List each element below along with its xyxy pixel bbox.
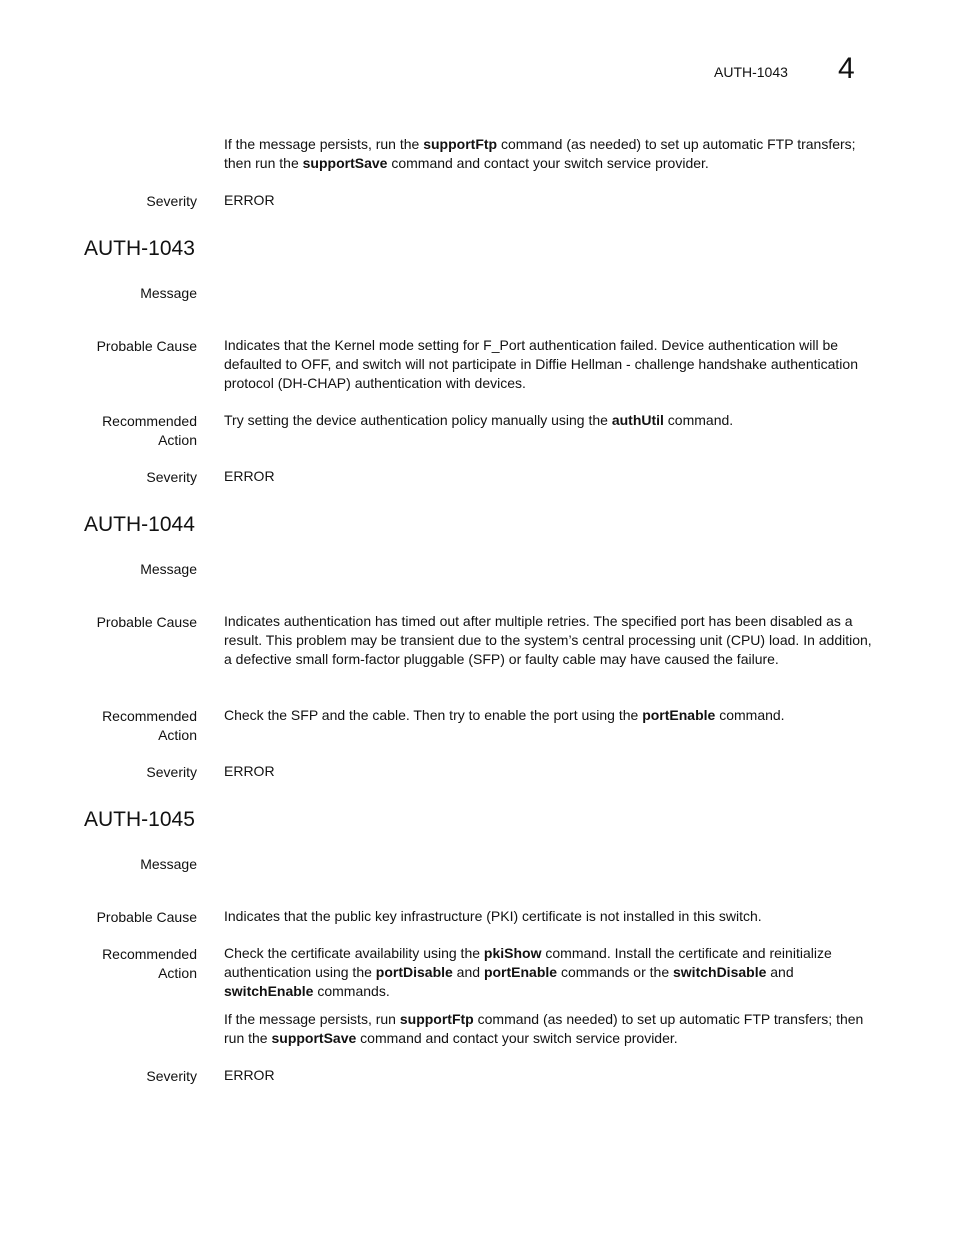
probable-cause-text: Indicates that the Kernel mode setting for F_Port authentication failed. Device authentication will be defaulted to OFF, and switch will not participate in Diffie Hellman - challenge handshake authentication protocol (DH-CHAP) authentication with devices. [224,337,858,391]
severity-value: ERROR [224,763,275,779]
severity-value: ERROR [224,468,275,484]
message-label: Message [140,285,197,301]
message-label: Message [140,561,197,577]
command: switchDisable [673,964,767,980]
command: supportFtp [423,136,498,152]
severity-label: Severity [146,764,197,780]
command: portDisable [375,964,453,980]
probable-cause-label: Probable Cause [96,338,197,354]
recommended-action-label: Recommended Action [102,413,197,448]
probable-cause-text: Indicates authentication has timed out after multiple retries. The specified port has been disabled as a result. This problem may be transient due to the system’s central processing unit (CPU) load. In addition, a defective small form-factor pluggable (SFP) or faulty cable may have caused the failure. [224,613,872,667]
section-title: AUTH-1045 [84,808,195,831]
command: portEnable [642,707,716,723]
recommended-action-label: Recommended Action [102,946,197,981]
command: authUtil [611,412,664,428]
message-label: Message [140,856,197,872]
command: supportSave [271,1030,357,1046]
section-title: AUTH-1044 [84,513,195,536]
probable-cause-text: Indicates that the public key infrastructure (PKI) certificate is not installed in this switch. [224,908,762,924]
probable-cause-label: Probable Cause [96,909,197,925]
running-header: AUTH-1043 [714,64,788,80]
intro-paragraph: If the message persists, run the supportFtp command (as needed) to set up automatic FTP transfers; then run the supportSave command and contact your switch service provider. [224,136,856,171]
command: switchEnable [224,983,314,999]
recommended-action-text: Try setting the device authentication policy manually using the authUtil command. [224,412,734,428]
severity-label: Severity [146,469,197,485]
section-title: AUTH-1043 [84,237,195,260]
severity-label: Severity [146,193,197,209]
recommended-action-followup: If the message persists, run supportFtp command (as needed) to set up automatic FTP transfers; then run the supportSave command and contact your switch service provider. [224,1011,864,1046]
chapter-number: 4 [838,52,855,85]
command: portEnable [483,964,558,980]
recommended-action-label: Recommended Action [102,708,197,743]
probable-cause-label: Probable Cause [96,614,197,630]
severity-label: Severity [146,1068,197,1084]
recommended-action-text: Check the certificate availability using the pkiShow command. Install the certificate and reinitialize authentication using the portDisable and portEnable commands or the switchDisable and switchEnable commands. [224,945,832,999]
command: supportFtp [399,1011,474,1027]
severity-value: ERROR [224,1067,275,1083]
command: pkiShow [483,945,542,961]
severity-value: ERROR [224,192,275,208]
command: supportSave [302,155,388,171]
recommended-action-text: Check the SFP and the cable. Then try to enable the port using the portEnable command. [224,707,785,723]
